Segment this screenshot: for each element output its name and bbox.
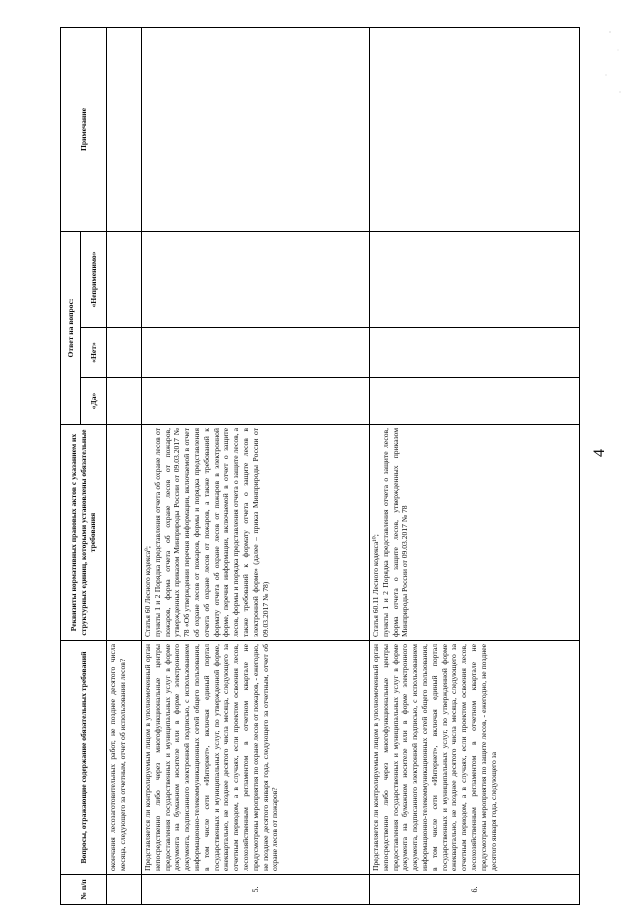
header-note: Примечание — [61, 28, 107, 232]
table-row — [142, 28, 370, 905]
row-num: 6. — [370, 875, 580, 905]
answer-na-cell[interactable] — [142, 232, 370, 328]
table-row — [107, 28, 142, 905]
header-num: № п/п — [61, 875, 107, 905]
row-requisites: Статья 60 Лесного кодекса⁹; пункты 1 и 2 Порядка представления отчета об охране лесов от пожаров, форма отчета об охране лесов от пожаров, утвержденных приказом Минприроды России от 09.03.2017 № 78 «Об утверждении перечня информации, включаемой в отчет об охране лесов от пожаров, формы и порядка представления отчета об охране лесов от пожаров, а также требований к формату отчета об охране лесов от пожаров в электронной форме, перечня информации, включаемой в отчет о защите лесов, формы и порядка представления отчета о защите лесов, а также требований к формату отчета о защите лесов в электронной форме» (далее – приказ Минприроды России от 09.03.2017 № 78) — [142, 425, 370, 641]
note-cell[interactable] — [107, 28, 142, 232]
row-question: окончания лесозаготовительных работ, не позднее десятого числа месяца, следующего за отчетным, отчет об использовании лесов? — [107, 641, 142, 875]
answer-yes-cell[interactable] — [107, 378, 142, 425]
header-na: «Неприменимо» — [81, 232, 107, 328]
row-num: 5. — [142, 875, 370, 905]
note-cell[interactable] — [370, 28, 580, 232]
answer-na-cell[interactable] — [370, 232, 580, 328]
scan-noise-marks — [600, 20, 630, 120]
row-question: Представляется ли контролируемым лицом в уполномоченный орган непосредственно либо через многофункциональные центры предоставления государственных и муниципальных услуг в форме документа на бумажном носителе или в форме электронного документа, подписанного электронной подписью, с использованием информационно-телекоммуникационных сетей общего пользования, в том числе сети «Интернет», включая единый портал государственных и муниципальных услуг, по утвержденной форме ежеквартально, не позднее десятого числа месяца, следующего за отчетным периодом, а в случаях, если проектом освоения лесов, лесохозяйственным регламентом в отчетном квартале не предусмотрены мероприятия по защите лесов, - ежегодно, не позднее десятого января года, следующего за — [370, 641, 580, 875]
answer-no-cell[interactable] — [370, 328, 580, 378]
header-yes: «Да» — [81, 378, 107, 425]
checklist-table-rotated — [60, 28, 580, 905]
header-no: «Нет» — [81, 328, 107, 378]
answer-no-cell[interactable] — [107, 328, 142, 378]
header-answer-group: Ответ на вопрос: — [61, 232, 81, 425]
answer-yes-cell[interactable] — [370, 378, 580, 425]
header-questions: Вопросы, отражающие содержание обязательных требований — [61, 641, 107, 875]
note-cell[interactable] — [142, 28, 370, 232]
answer-yes-cell[interactable] — [142, 378, 370, 425]
row-num — [107, 875, 142, 905]
row-question: Представляется ли контролируемым лицом в уполномоченный орган непосредственно либо через многофункциональные центры предоставления государственных и муниципальных услуг в форме документа на бумажном носителе или в форме электронного документа, подписанного электронной подписью, с использованием информационно-телекоммуникационных сетей общего пользования, в том числе сети «Интернет», включая единый портал государственных и муниципальных услуг, по утвержденной форме, ежеквартально, не позднее десятого числа месяца, следующего за отчетным периодом, а в случаях, если проектом освоения лесов, лесохозяйственным регламентом в отчетном квартале не предусмотрены мероприятия по охране лесов от пожаров, - ежегодно, не позднее десятого января года, следующего за отчетным, отчет об охране лесов от пожаров? — [142, 641, 370, 875]
row-requisites — [107, 425, 142, 641]
row-requisites: Статья 60.11 Лесного кодекса¹⁰; пункты 1 и 2 Порядка представления отчета о защите лесов, форма отчета о защите лесов, утвержденных приказом Минприроды России от 09.03.2017 № 78 — [370, 425, 580, 641]
answer-no-cell[interactable] — [142, 328, 370, 378]
checklist-table — [60, 27, 580, 905]
answer-na-cell[interactable] — [107, 232, 142, 328]
table-row — [370, 28, 580, 905]
page-number: 4 — [591, 449, 608, 457]
header-requisites: Реквизиты нормативных правовых актов с указанием их структурных единиц, которыми установлены обязательные требования — [61, 425, 107, 641]
